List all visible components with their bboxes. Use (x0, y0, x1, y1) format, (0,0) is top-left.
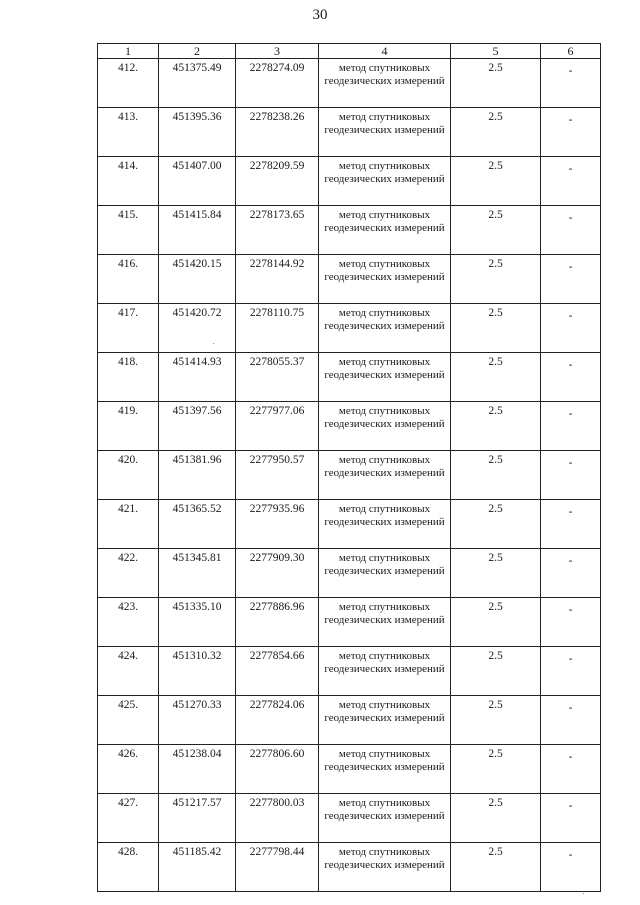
note-cell: - (541, 255, 601, 304)
method-cell: метод спутниковых геодезических измерений (319, 549, 451, 598)
y-coordinate-cell: 2277824.06 (236, 696, 319, 745)
row-number-cell: 424. (98, 647, 159, 696)
y-coordinate-cell: 2277950.57 (236, 451, 319, 500)
table-header (98, 44, 601, 59)
accuracy-cell: 2.5 (451, 500, 541, 549)
table-row (98, 59, 601, 108)
method-cell: метод спутниковых геодезических измерений (319, 59, 451, 108)
x-coordinate-cell: 451407.00 (159, 157, 236, 206)
page-number: 30 (312, 7, 328, 23)
row-number-cell: 422. (98, 549, 159, 598)
accuracy-cell: 2.5 (451, 843, 541, 892)
table-body (98, 59, 601, 892)
scan-speck (583, 893, 584, 894)
note-cell: - (541, 647, 601, 696)
note-cell: - (541, 598, 601, 647)
accuracy-cell: 2.5 (451, 745, 541, 794)
y-coordinate-cell: 2277977.06 (236, 402, 319, 451)
scan-speck (416, 858, 417, 859)
y-coordinate-cell: 2278144.92 (236, 255, 319, 304)
method-cell: метод спутниковых геодезических измерений (319, 157, 451, 206)
table-row (98, 402, 601, 451)
method-cell: метод спутниковых геодезических измерений (319, 843, 451, 892)
table-row (98, 108, 601, 157)
note-cell: - (541, 206, 601, 255)
row-number-cell: 412. (98, 59, 159, 108)
table-row (98, 304, 601, 353)
row-number-cell: 419. (98, 402, 159, 451)
row-number-cell: 413. (98, 108, 159, 157)
method-cell: метод спутниковых геодезических измерений (319, 696, 451, 745)
x-coordinate-cell: 451420.72 (159, 304, 236, 353)
note-cell: - (541, 402, 601, 451)
accuracy-cell: 2.5 (451, 549, 541, 598)
header-cell-4: 4 (319, 44, 451, 59)
header-cell-5: 5 (451, 44, 541, 59)
method-cell: метод спутниковых геодезических измерений (319, 304, 451, 353)
row-number-cell: 414. (98, 157, 159, 206)
note-cell: - (541, 108, 601, 157)
accuracy-cell: 2.5 (451, 353, 541, 402)
y-coordinate-cell: 2278055.37 (236, 353, 319, 402)
header-cell-6: 6 (541, 44, 601, 59)
accuracy-cell: 2.5 (451, 108, 541, 157)
y-coordinate-cell: 2277909.30 (236, 549, 319, 598)
table-row (98, 598, 601, 647)
row-number-cell: 425. (98, 696, 159, 745)
y-coordinate-cell: 2277798.44 (236, 843, 319, 892)
x-coordinate-cell: 451310.32 (159, 647, 236, 696)
y-coordinate-cell: 2278209.59 (236, 157, 319, 206)
table-row (98, 745, 601, 794)
note-cell: - (541, 794, 601, 843)
x-coordinate-cell: 451395.36 (159, 108, 236, 157)
method-cell: метод спутниковых геодезических измерений (319, 255, 451, 304)
row-number-cell: 427. (98, 794, 159, 843)
accuracy-cell: 2.5 (451, 157, 541, 206)
y-coordinate-cell: 2277800.03 (236, 794, 319, 843)
method-cell: метод спутниковых геодезических измерений (319, 794, 451, 843)
note-cell: - (541, 304, 601, 353)
x-coordinate-cell: 451365.52 (159, 500, 236, 549)
method-cell: метод спутниковых геодезических измерений (319, 353, 451, 402)
header-row (98, 44, 601, 59)
note-cell: - (541, 157, 601, 206)
y-coordinate-cell: 2278173.65 (236, 206, 319, 255)
row-number-cell: 421. (98, 500, 159, 549)
accuracy-cell: 2.5 (451, 451, 541, 500)
x-coordinate-cell: 451238.04 (159, 745, 236, 794)
x-coordinate-cell: 451270.33 (159, 696, 236, 745)
y-coordinate-cell: 2278238.26 (236, 108, 319, 157)
accuracy-cell: 2.5 (451, 402, 541, 451)
table-row (98, 255, 601, 304)
x-coordinate-cell: 451381.96 (159, 451, 236, 500)
x-coordinate-cell: 451217.57 (159, 794, 236, 843)
accuracy-cell: 2.5 (451, 696, 541, 745)
table-row (98, 500, 601, 549)
y-coordinate-cell: 2278110.75 (236, 304, 319, 353)
row-number-cell: 423. (98, 598, 159, 647)
method-cell: метод спутниковых геодезических измерений (319, 402, 451, 451)
table-row (98, 647, 601, 696)
header-cell-1: 1 (98, 44, 159, 59)
accuracy-cell: 2.5 (451, 647, 541, 696)
accuracy-cell: 2.5 (451, 598, 541, 647)
x-coordinate-cell: 451345.81 (159, 549, 236, 598)
y-coordinate-cell: 2278274.09 (236, 59, 319, 108)
method-cell: метод спутниковых геодезических измерений (319, 451, 451, 500)
row-number-cell: 417. (98, 304, 159, 353)
y-coordinate-cell: 2277806.60 (236, 745, 319, 794)
note-cell: - (541, 745, 601, 794)
y-coordinate-cell: 2277854.66 (236, 647, 319, 696)
row-number-cell: 426. (98, 745, 159, 794)
note-cell: - (541, 500, 601, 549)
y-coordinate-cell: 2277935.96 (236, 500, 319, 549)
note-cell: - (541, 549, 601, 598)
x-coordinate-cell: 451397.56 (159, 402, 236, 451)
table-row (98, 451, 601, 500)
method-cell: метод спутниковых геодезических измерений (319, 108, 451, 157)
header-cell-2: 2 (159, 44, 236, 59)
coordinates-table (97, 43, 601, 892)
accuracy-cell: 2.5 (451, 255, 541, 304)
accuracy-cell: 2.5 (451, 794, 541, 843)
method-cell: метод спутниковых геодезических измерений (319, 206, 451, 255)
x-coordinate-cell: 451375.49 (159, 59, 236, 108)
row-number-cell: 416. (98, 255, 159, 304)
accuracy-cell: 2.5 (451, 304, 541, 353)
x-coordinate-cell: 451185.42 (159, 843, 236, 892)
x-coordinate-cell: 451335.10 (159, 598, 236, 647)
row-number-cell: 428. (98, 843, 159, 892)
row-number-cell: 418. (98, 353, 159, 402)
table-row (98, 843, 601, 892)
accuracy-cell: 2.5 (451, 206, 541, 255)
accuracy-cell: 2.5 (451, 59, 541, 108)
method-cell: метод спутниковых геодезических измерений (319, 745, 451, 794)
table-row (98, 353, 601, 402)
table-row (98, 157, 601, 206)
note-cell: - (541, 59, 601, 108)
header-cell-3: 3 (236, 44, 319, 59)
x-coordinate-cell: 451420.15 (159, 255, 236, 304)
note-cell: - (541, 451, 601, 500)
note-cell: - (541, 353, 601, 402)
note-cell: - (541, 843, 601, 892)
table-row (98, 549, 601, 598)
method-cell: метод спутниковых геодезических измерений (319, 598, 451, 647)
table-row (98, 206, 601, 255)
scan-speck (213, 343, 214, 344)
y-coordinate-cell: 2277886.96 (236, 598, 319, 647)
row-number-cell: 420. (98, 451, 159, 500)
method-cell: метод спутниковых геодезических измерений (319, 500, 451, 549)
method-cell: метод спутниковых геодезических измерений (319, 647, 451, 696)
row-number-cell: 415. (98, 206, 159, 255)
table-row (98, 696, 601, 745)
note-cell: - (541, 696, 601, 745)
table-row (98, 794, 601, 843)
x-coordinate-cell: 451414.93 (159, 353, 236, 402)
x-coordinate-cell: 451415.84 (159, 206, 236, 255)
